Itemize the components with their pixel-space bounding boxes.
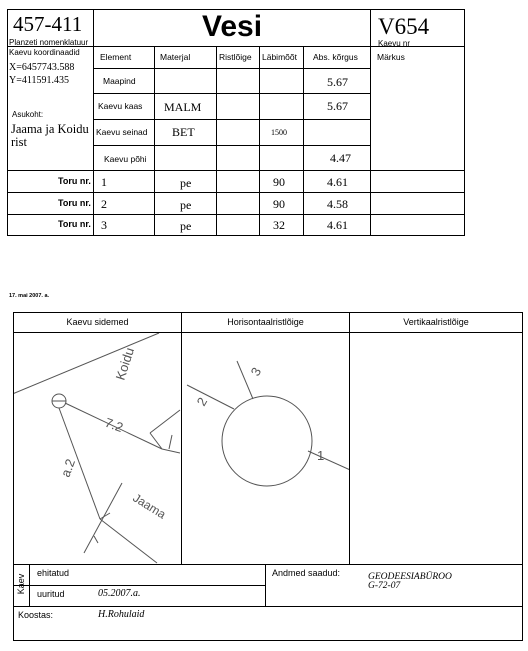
panel-title-horizontal-section: Horisontaalristlõige xyxy=(227,317,304,327)
pipe-row-label-1: Toru nr. xyxy=(58,176,91,186)
measured-label: uuritud xyxy=(37,589,65,599)
pipe-row-no-3: 3 xyxy=(101,218,107,232)
pipe-row-height-3: 4.61 xyxy=(327,218,348,232)
y-coordinate xyxy=(9,75,69,86)
y-coordinate-text: Y=411591.435 xyxy=(9,75,69,86)
row-element-4: Kaevu põhi xyxy=(104,154,147,164)
distance-b: a.2 xyxy=(57,456,79,480)
row-material-3: BET xyxy=(172,125,195,139)
x-coordinate-text: X=6457743.588 xyxy=(9,62,75,73)
date-text: 17. mai 2007. a. xyxy=(9,293,50,299)
panel-title-well-links: Kaevu sidemed xyxy=(66,317,129,327)
well-number-value: V654 xyxy=(378,14,430,39)
row-material-2: MALM xyxy=(164,100,202,114)
location-line-2: rist xyxy=(11,135,27,149)
pipe-row-height-1: 4.61 xyxy=(327,175,348,189)
pipe-row-diameter-1: 90 xyxy=(273,175,285,189)
pipe-label-2: 2 xyxy=(193,394,211,409)
pipe-row-label-2: Toru nr. xyxy=(58,198,91,208)
location-line-1: Jaama ja Koidu xyxy=(11,122,89,136)
well-circle xyxy=(222,396,312,486)
author-label: Koostas: xyxy=(18,610,54,620)
street-koidu: Koidu xyxy=(112,345,138,382)
row-height-4: 4.47 xyxy=(330,151,351,165)
street-jaama: Jaama xyxy=(130,490,169,522)
data-source-label: Andmed saadud: xyxy=(272,568,341,578)
col-header-cross-section: Ristlõige xyxy=(219,52,252,62)
pipe-row-no-1: 1 xyxy=(101,175,107,189)
pipe-row-diameter-2: 90 xyxy=(273,197,285,211)
x-coordinate xyxy=(9,62,74,73)
col-header-diameter: Läbimõõt xyxy=(262,52,297,62)
bureau-line-1: GEODEESIABÜROO xyxy=(368,572,452,582)
pipe-row-material-3: pe xyxy=(180,219,192,233)
pipe-row-diameter-3: 32 xyxy=(273,218,285,232)
author-value: H.Rohulaid xyxy=(98,609,145,620)
pipe-row-height-2: 4.58 xyxy=(327,197,348,211)
panel-title-vertical-section: Vertikaalristlõige xyxy=(403,317,469,327)
measured-value: 05.2007.a. xyxy=(98,588,141,599)
col-header-abs-height: Abs. kõrgus xyxy=(313,52,358,62)
well-number-label: Kaevu nr xyxy=(378,39,411,48)
row-height-2: 5.67 xyxy=(327,99,348,113)
pipe-label-3: 3 xyxy=(247,364,265,379)
side-label-text: Kaev xyxy=(16,573,26,595)
row-diameter-3: 1500 xyxy=(271,128,287,137)
row-element-2: Kaevu kaas xyxy=(98,101,143,111)
col-header-element: Element xyxy=(100,52,132,62)
nomenclature-label: Planzeti nomenklatuur xyxy=(9,38,89,47)
pipe-row-label-3: Toru nr. xyxy=(58,219,91,229)
page-title: Vesi xyxy=(201,10,263,43)
pipe-row-material-1: pe xyxy=(180,176,192,190)
row-height-1: 5.67 xyxy=(327,75,348,89)
coords-label: Kaevu koordinaadid xyxy=(9,48,80,57)
col-header-material: Materjal xyxy=(160,52,191,62)
pipe-row-material-2: pe xyxy=(180,198,192,212)
pipe-row-no-2: 2 xyxy=(101,197,107,211)
location-label: Asukoht: xyxy=(12,110,44,119)
col-header-notes: Märkus xyxy=(377,52,405,62)
row-element-3: Kaevu seinad xyxy=(96,127,148,137)
side-label-kaev xyxy=(14,565,29,607)
pipe-label-1: 1 xyxy=(317,448,325,463)
nomenclature-value: 457-411 xyxy=(13,12,83,36)
horizontal-section-sketch xyxy=(182,333,349,564)
bureau-line-2: G-72-07 xyxy=(368,581,401,591)
well-links-sketch xyxy=(14,333,181,564)
row-element-1: Maapind xyxy=(103,76,136,86)
built-label: ehitatud xyxy=(37,568,70,578)
distance-a: 7.2 xyxy=(102,414,126,436)
